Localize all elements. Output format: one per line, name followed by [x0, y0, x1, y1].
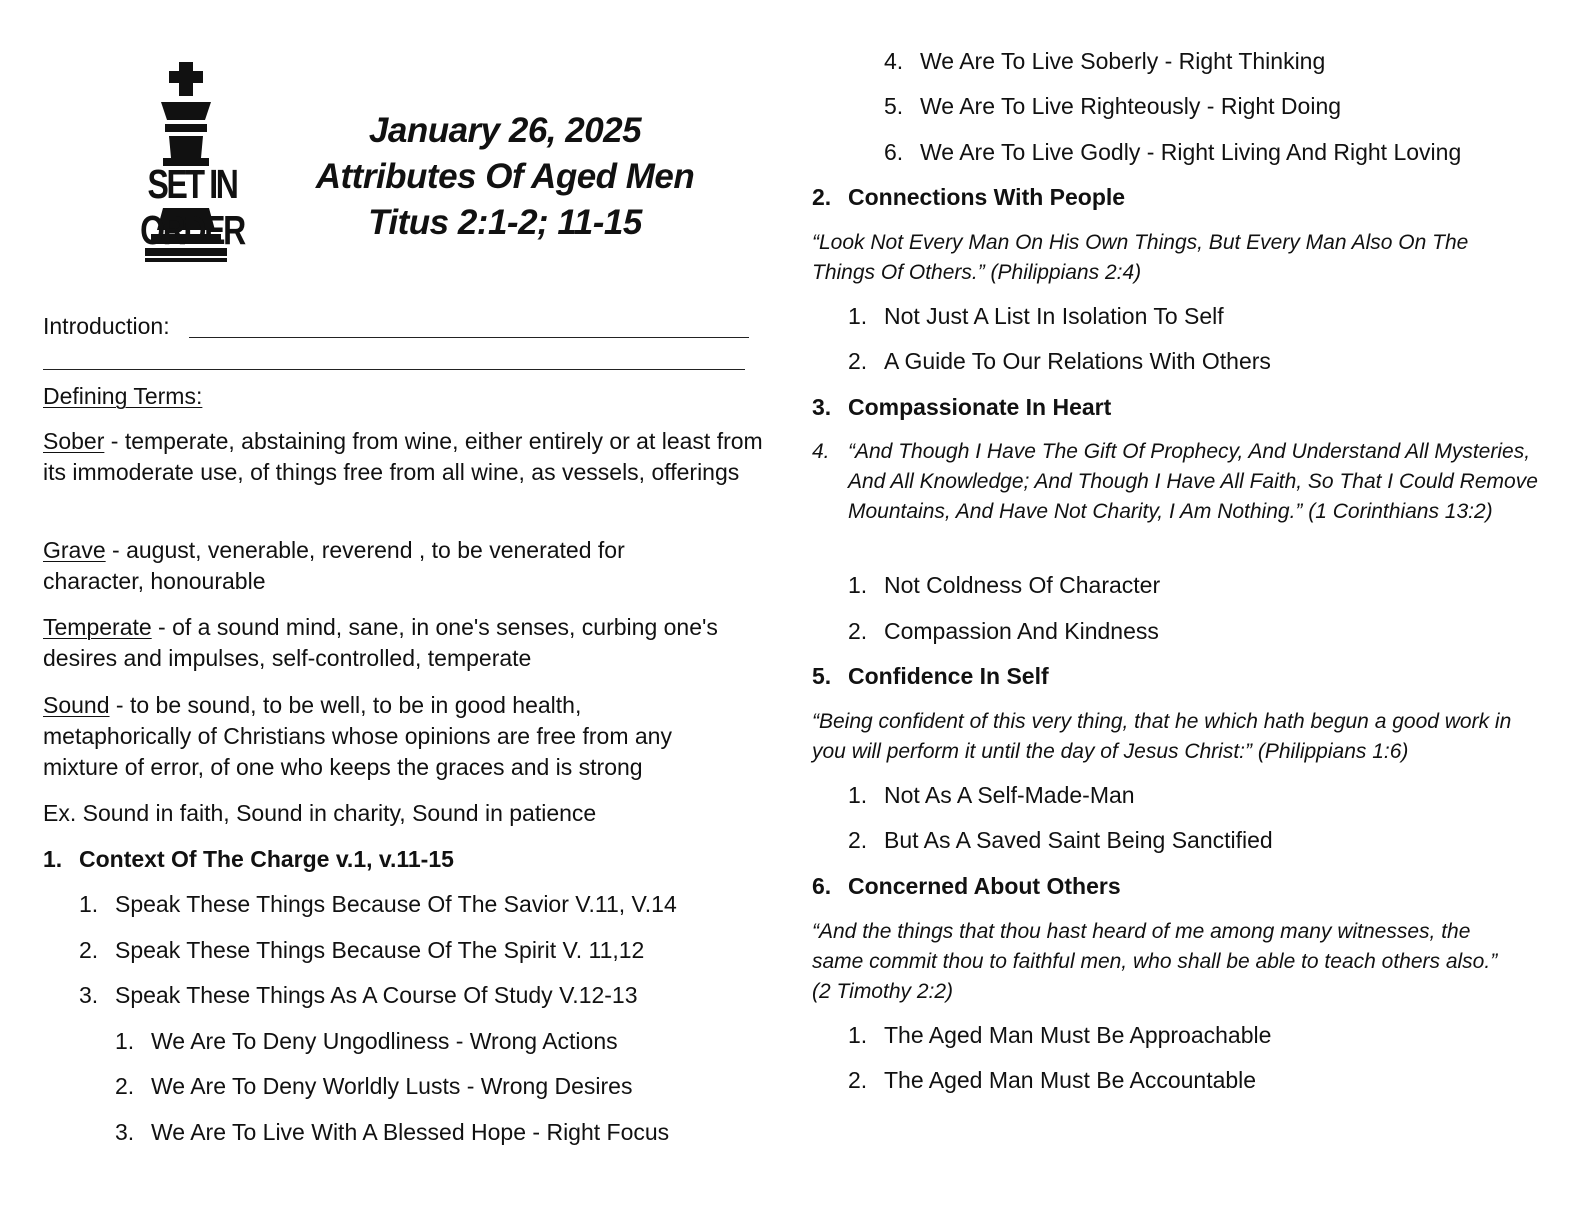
definitions-heading: Defining Terms:	[43, 383, 203, 409]
sermon-title: Attributes Of Aged Men	[315, 157, 695, 196]
section-6-quote: “And the things that thou hast heard of me among many witnesses, the same commit thou to faithful men, who shall be able to teach others also.” (2 Timothy 2:2)	[812, 920, 1498, 1003]
definition-sound-text: - to be sound, to be well, to be in good health, metaphorically of Christians whose opinions are free from any mixture of error, of one who keeps the graces and is strong	[43, 692, 672, 780]
term-sound: Sound	[43, 692, 110, 718]
section-1-heading: 1. Context Of The Charge v.1, v.11-15	[43, 846, 454, 872]
section-1-subpoint-5: 5. We Are To Live Righteously - Right Doing	[884, 93, 1342, 119]
section-6-point-1: 1. The Aged Man Must Be Approachable	[848, 1022, 1272, 1048]
intro-blank-line-2	[43, 369, 745, 370]
section-1-point-3: 3. Speak These Things As A Course Of Study V.12-13	[79, 982, 638, 1008]
section-3-point-1: 1. Not Coldness Of Character	[848, 572, 1161, 598]
definitions-example: Ex. Sound in faith, Sound in charity, Sound in patience	[43, 800, 597, 826]
section-1-subpoint-2: 2. We Are To Deny Worldly Lusts - Wrong Desires	[115, 1073, 633, 1099]
section-2-point-1: 1. Not Just A List In Isolation To Self	[848, 303, 1224, 329]
definition-grave	[43, 535, 683, 597]
section-1-subpoint-1: 1. We Are To Deny Ungodliness - Wrong Actions	[115, 1028, 618, 1054]
definition-grave-text: - august, venerable, reverend , to be venerated for character, honourable	[43, 537, 625, 594]
section-5-heading: 5. Confidence In Self	[812, 663, 1049, 689]
section-6-title: Concerned About Others	[848, 873, 1121, 899]
section-1-subpoint-4: 4. We Are To Live Soberly - Right Thinking	[884, 48, 1326, 74]
section-6-point-2: 2. The Aged Man Must Be Accountable	[848, 1067, 1257, 1093]
section-6-heading: 6. Concerned About Others	[812, 873, 1121, 899]
definition-temperate-text: - of a sound mind, sane, in one's senses, curbing one's desires and impulses, self-controlled, temperate	[43, 614, 718, 671]
logo	[105, 58, 275, 268]
term-temperate: Temperate	[43, 614, 152, 640]
term-grave: Grave	[43, 537, 106, 563]
section-3-title: Compassionate In Heart	[848, 394, 1112, 420]
definition-sober-text: - temperate, abstaining from wine, either entirely or at least from its immoderate use, of things free from all wine, as vessels, offerings	[43, 428, 763, 485]
logo-text: SET IN ORDER	[140, 161, 244, 253]
section-5-quote: “Being confident of this very thing, that he which hath begun a good work in you will perform it until the day of Jesus Christ:” (Philippians 1:6)	[812, 710, 1512, 763]
page-header	[105, 58, 745, 268]
definition-sober	[43, 426, 763, 488]
term-sober: Sober	[43, 428, 105, 454]
section-3-point-2: 2. Compassion And Kindness	[848, 618, 1159, 644]
intro-label: Introduction:	[43, 313, 170, 339]
section-1-subpoint-6: 6. We Are To Live Godly - Right Living And Right Loving	[884, 139, 1462, 165]
section-2-quote: “Look Not Every Man On His Own Things, But Every Man Also On The Things Of Others.” (Philippians 2:4)	[812, 231, 1469, 284]
section-1-title: Context Of The Charge v.1, v.11-15	[79, 846, 454, 872]
section-1-point-2: 2. Speak These Things Because Of The Spirit V. 11,12	[79, 937, 645, 963]
sermon-scripture: Titus 2:1-2; 11-15	[368, 203, 642, 242]
title-block	[295, 108, 715, 246]
section-5-point-2: 2. But As A Saved Saint Being Sanctified	[848, 827, 1273, 853]
definition-temperate	[43, 612, 768, 674]
section-1-point-1: 1. Speak These Things Because Of The Savior V.11, V.14	[79, 891, 677, 917]
intro-blank-line-1	[189, 337, 749, 338]
section-2-point-2: 2. A Guide To Our Relations With Others	[848, 348, 1271, 374]
section-1-subpoint-3: 3. We Are To Live With A Blessed Hope - Right Focus	[115, 1119, 670, 1145]
sermon-date: January 26, 2025	[368, 111, 642, 150]
section-3-heading: 3. Compassionate In Heart	[812, 394, 1112, 420]
section-2-heading: 2. Connections With People	[812, 184, 1126, 210]
section-2-title: Connections With People	[848, 184, 1126, 210]
section-5-title: Confidence In Self	[848, 663, 1049, 689]
section-3-quote: 4. “And Though I Have The Gift Of Prophecy, And Understand All Mysteries, And All Knowledge; And Though I Have All Faith, So That I Could Remove Mountains, And Have Not Charity, I Am Nothing.” (1 Corinthians 13:2)	[812, 440, 1538, 523]
section-5-point-1: 1. Not As A Self-Made-Man	[848, 782, 1135, 808]
definition-sound	[43, 690, 733, 783]
